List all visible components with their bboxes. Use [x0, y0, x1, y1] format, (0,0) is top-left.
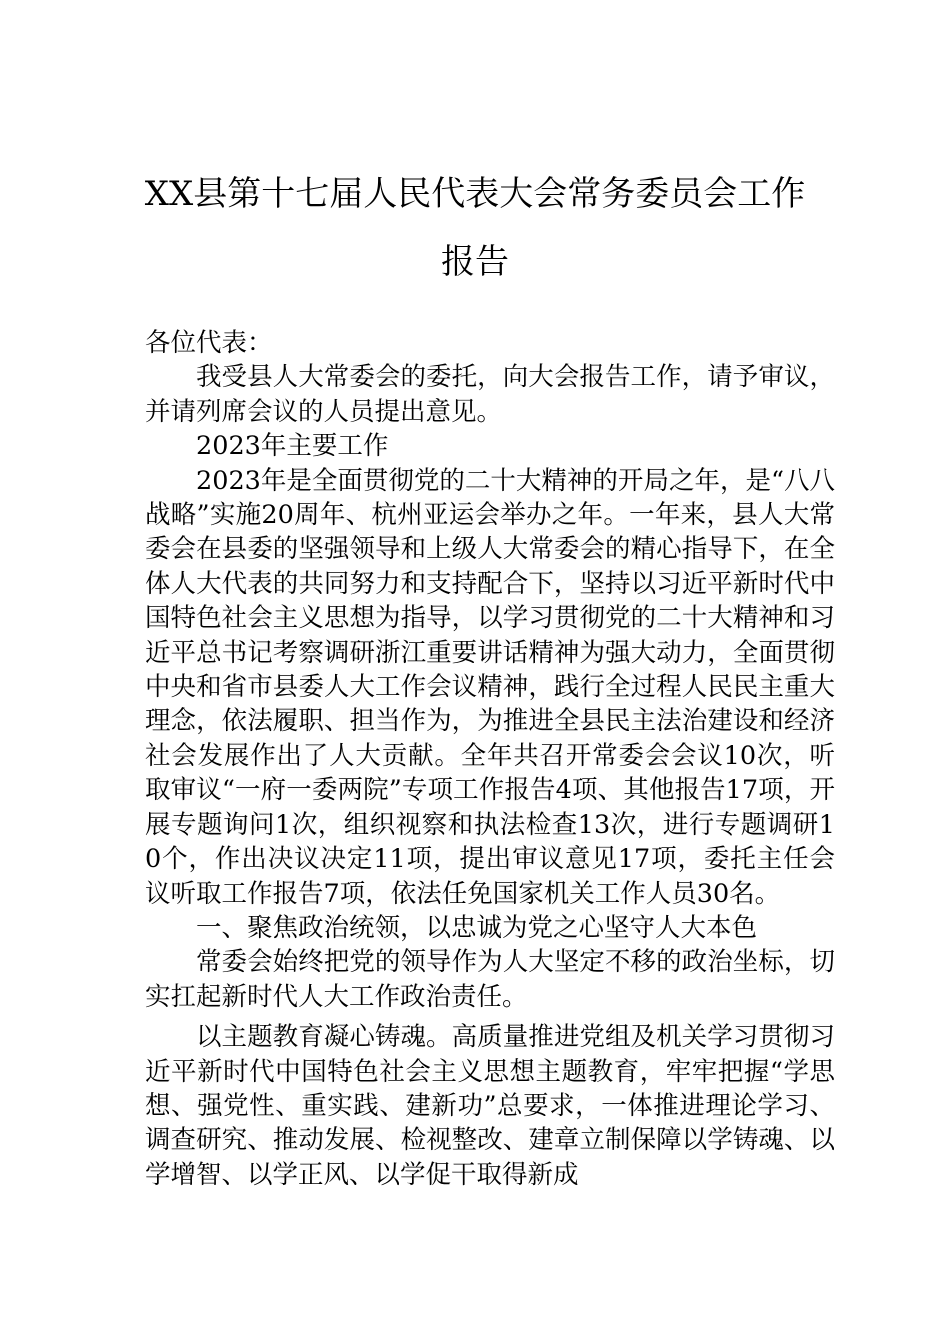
paragraph-theme-education: 以主题教育凝心铸魂。高质量推进党组及机关学习贯彻习近平新时代中国特色社会主义思想主题教育，牢牢把握“学思想、强党性、重实践、建新功”总要求，一体推进理论学习、调查研究、推动发展、检视整改、建章立制保障以学铸魂、以学增智、以学正风、以学促干取得新成: [145, 1022, 835, 1190]
paragraph-overview: 2023年是全面贯彻党的二十大精神的开局之年，是“八八战略”实施20周年、杭州亚运会举办之年。一年来，县人大常委会在县委的坚强领导和上级人大常委会的精心指导下，在全体人大代表的共同努力和支持配合下，坚持以习近平新时代中国特色社会主义思想为指导，以学习贯彻党的二十大精神和习近平总书记考察调研浙江重要讲话精神为强大动力，全面贯彻中央和省市县委人大工作会议精神，践行全过程人民民主重大理念，依法履职、担当作为，为推进全县民主法治建设和经济社会发展作出了人大贡献。全年共召开常委会会议10次，听取审议“一府一委两院”专项工作报告4项、其他报告17项，开展专题询问1次，组织视察和执法检查13次，进行专题调研10个，作出决议决定11项，提出审议意见17项，委托主任会议听取工作报告7项，依法任免国家机关工作人员30名。: [145, 465, 835, 909]
salutation: 各位代表：: [145, 328, 273, 358]
section-heading-one: 一、聚焦政治统领，以忠诚为党之心坚守人大本色: [196, 912, 758, 943]
document-body: [145, 326, 835, 1192]
section-heading-2023: 2023年主要工作: [196, 431, 389, 462]
document-title: XX县第十七届人民代表大会常务委员会工作报告: [144, 174, 806, 282]
paragraph-intro: 我受县人大常委会的委托，向大会报告工作，请予审议，并请列席会议的人员提出意见。: [145, 362, 835, 427]
paragraph-political: 常委会始终把党的领导作为人大坚定不移的政治坐标，切实扛起新时代人大工作政治责任。: [145, 947, 835, 1012]
